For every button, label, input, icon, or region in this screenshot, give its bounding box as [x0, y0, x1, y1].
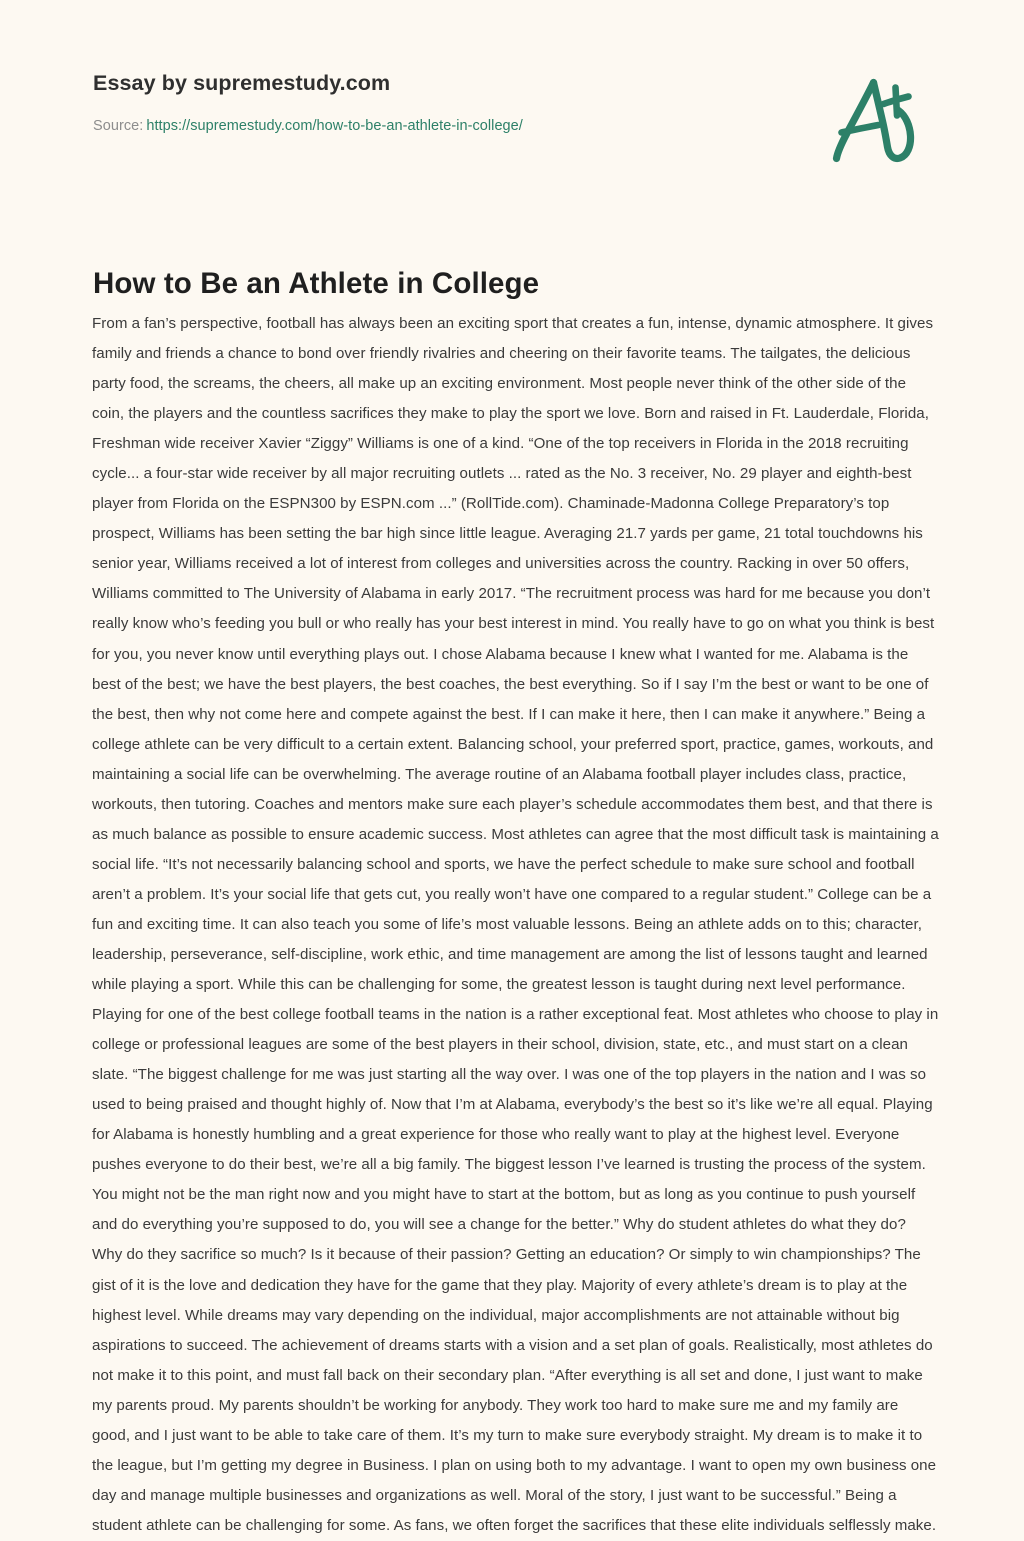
source-line — [93, 118, 523, 134]
source-label: Source: — [93, 118, 144, 134]
page-title: How to Be an Athlete in College — [93, 266, 540, 300]
a-plus-logo-icon — [818, 68, 922, 170]
source-url-link[interactable]: https://supremestudy.com/how-to-be-an-athlete-in-college/ — [146, 118, 523, 134]
essay-body-text: From a fan’s perspective, football has always been an exciting sport that creates a fun, intense, dynamic atmosphere. It gives family and friends a chance to bond over friendly rivalries and cheering on their favorite teams. The tailgates, the delicious party food, the screams, the cheers, all make up an exciting environment. Most people never think of the other side of the coin, the players and the countless sacrifices they make to play the sport we love. Born and raised in Ft. Lauderdale, Florida, Freshman wide receiver Xavier “Ziggy” Williams is one of a kind. “One of the top receivers in Florida in the 2018 recruiting cycle... a four-star wide receiver by all major recruiting outlets ... rated as the No. 3 receiver, No. 29 player and eighth-best player from Florida on the ESPN300 by ESPN.com ...” (RollTide.com). Chaminade-Madonna College Preparatory’s top prospect, Williams has been setting the bar high since little league. Averaging 21.7 yards per game, 21 total touchdowns his senior year, Williams received a lot of interest from colleges and universities across the country. Racking in over 50 offers, Williams committed to The University of Alabama in early 2017. “The recruitment process was hard for me because you don’t really know who’s feeding you bull or who really has your best interest in mind. You really have to go on what you think is best for you, you never know until everything plays out. I chose Alabama because I knew what I wanted for me. Alabama is the best of the best; we have the best players, the best coaches, the best everything. So if I say I’m the best or want to be one of the best, then why not come here and compete against the best. If I can make it here, then I can make it anywhere.” Being a college athlete can be very difficult to a certain extent. Balancing school, your preferred sport, practice, games, workouts, and maintaining a social life can be overwhelming. The average routine of an Alabama football player includes class, practice, workouts, then tutoring. Coaches and mentors make sure each player’s schedule accommodates them best, and that there is as much balance as possible to ensure academic success. Most athletes can agree that the most difficult task is maintaining a social life. “It’s not necessarily balancing school and sports, we have the perfect schedule to make sure school and football aren’t a problem. It’s your social life that gets cut, you really won’t have one compared to a regular student.” College can be a fun and exciting time. It can also teach you some of life’s most valuable lessons. Being an athlete adds on to this; character, leadership, perseverance, self-discipline, work ethic, and time management are among the list of lessons taught and learned while playing a sport. While this can be challenging for some, the greatest lesson is taught during next level performance. Playing for one of the best college football teams in the nation is a rather exceptional feat. Most athletes who choose to play in college or professional leagues are some of the best players in their school, division, state, etc., and must start on a clean slate. “The biggest challenge for me was just starting all the way over. I was one of the top players in the nation and I was so used to being praised and thought highly of. Now that I’m at Alabama, everybody’s the best so it’s like we’re all equal. Playing for Alabama is honestly humbling and a great experience for those who really want to play at the highest level. Everyone pushes everyone to do their best, we’re all a big family. The biggest lesson I’ve learned is trusting the process of the system. You might not be the man right now and you might have to start at the bottom, but as long as you continue to push yourself and do everything you’re supposed to do, you will see a change for the better.” Why do student athletes do what they do? Why do they sacrifice so much? Is it because of their passion? Getting an education? Or simply to win championships? The gist of it is the love and dedication they have for the game that they play. Majority of every athlete’s dream is to play at the highest level. While dreams may vary depending on the individual, major accomplishments are not attainable without big aspirations to succeed. The achievement of dreams starts with a vision and a set plan of goals. Realistically, most athletes do not make it to this point, and must fall back on their secondary plan. “After everything is all set and done, I just want to make my parents proud. My parents shouldn’t be working for anybody. They work too hard to make sure me and my family are good, and I just want to be able to take care of them. It’s my turn to make sure everybody straight. My dream is to make it to the league, but I’m getting my degree in Business. I plan on using both to my advantage. I want to open my own business one day and manage multiple businesses and organizations as well. Moral of the story, I just want to be successful.” Being a student athlete can be challenging for some. As fans, we often forget the sacrifices that these elite individuals selflessly make. — [92, 315, 939, 1534]
brand-title: Essay by supremestudy.com — [93, 71, 391, 95]
page-header — [0, 0, 1024, 200]
